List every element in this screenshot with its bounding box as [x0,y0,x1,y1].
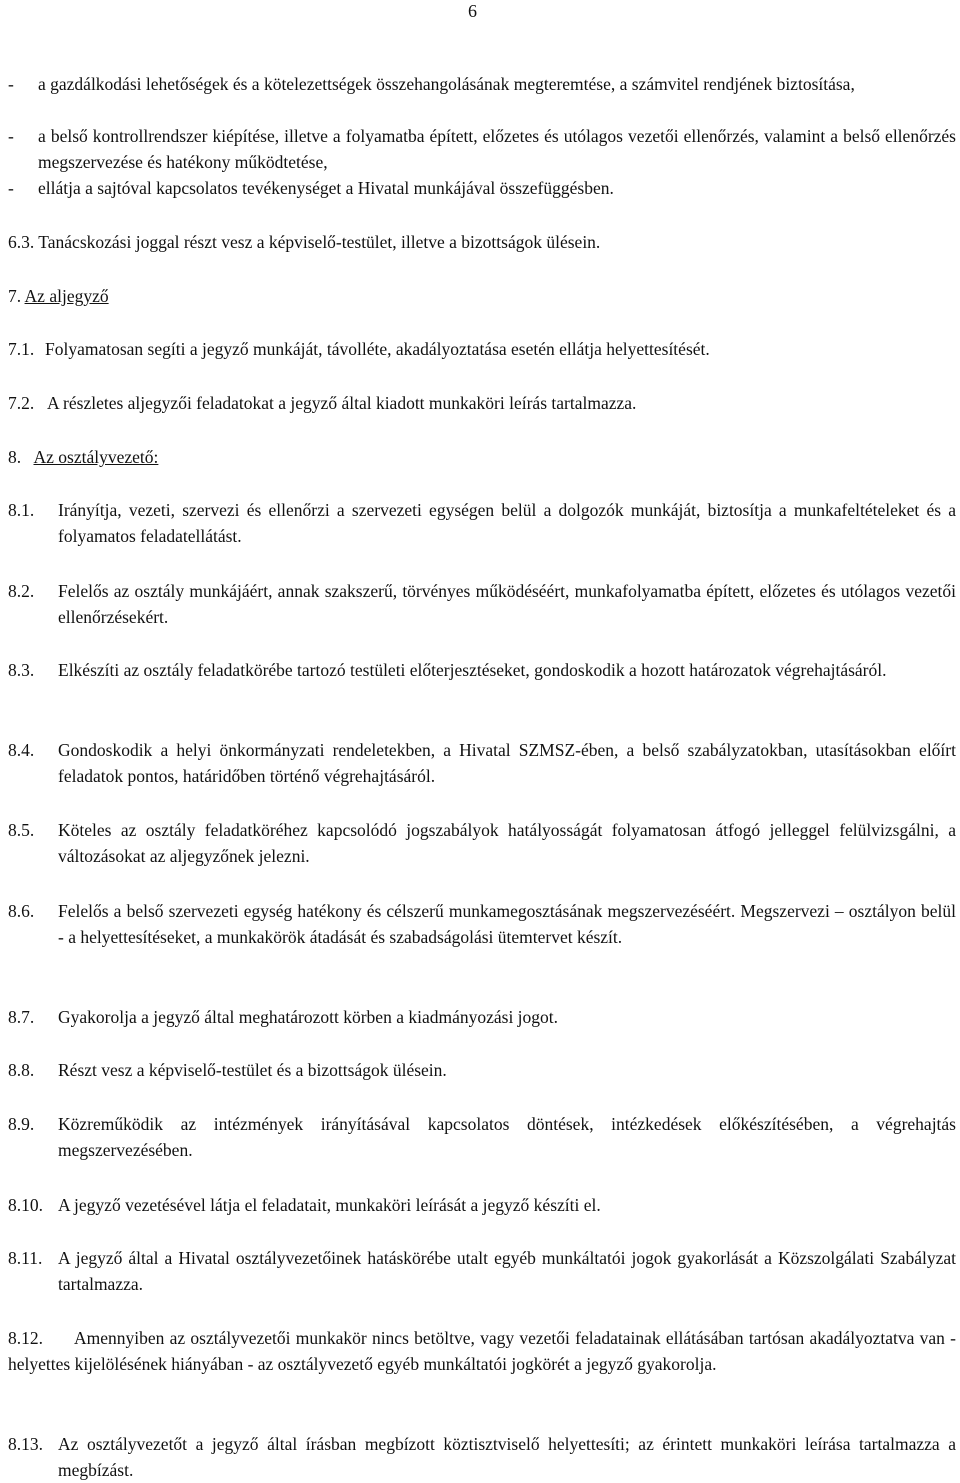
bullet-text: ellátja a sajtóval kapcsolatos tevékenységet a Hivatal munkájával összefüggésben. [38,178,614,198]
item-text: Irányítja, vezeti, szervezi és ellenőrzi a szervezeti egységen belül a dolgozók munkáját, biztosítja a munkafeltételeket és a folyamatos feladatellátást. [58,500,956,546]
item-text: A részletes aljegyzői feladatokat a jegyző által kiadott munkaköri leírás tartalmazza. [47,393,637,413]
item-number: 8.3. [8,660,35,680]
list-item [8,1192,956,1218]
section-7-number: 7. [8,286,22,306]
section-7-heading [8,283,109,309]
list-item [8,737,956,789]
item-text: Amennyiben az osztályvezetői munkakör nincs betöltve, vagy vezetői feladatainak ellátásában tartósan akadályoztatva van - helyettes kijelölésének hiányában - az osztályvezető egyéb munkáltatói jogkörét a jegyző gyakorolja. [8,1328,956,1374]
item-text: A jegyző vezetésével látja el feladatait, munkaköri leírását a jegyző készíti el. [58,1195,601,1215]
item-text: Felelős a belső szervezeti egység hatékony és célszerű munkamegosztásának megszervezéséért. Megszervezi – osztályon belül - a helyettesítéseket, a munkakörök átadását és szabadságolási ütemtervet készít. [58,901,956,947]
item-number: 7.1. [8,339,35,359]
list-item [8,657,956,683]
item-text: Közreműködik az intézmények irányításával kapcsolatos döntések, intézkedések előkészítésében, a végrehajtás megszervezésében. [58,1114,956,1160]
bullet-dash: - [8,126,14,146]
item-text: Elkészíti az osztály feladatkörébe tartozó testületi előterjesztéseket, gondoskodik a hozott határozatok végrehajtásáról. [58,660,887,680]
list-item [8,1245,956,1297]
item-number: 8.11. [8,1248,43,1268]
bullet-text: a belső kontrollrendszer kiépítése, illetve a folyamatba épített, előzetes és utólagos vezetői ellenőrzés, valamint a belső ellenőrzés megszervezése és hatékony működtetése, [38,126,956,172]
item-text: Folyamatosan segíti a jegyző munkáját, távolléte, akadályoztatása esetén ellátja helyettesítését. [45,339,710,359]
section-8-heading [8,444,158,470]
bullet-item [8,71,956,97]
paragraph-6-3: 6.3. Tanácskozási joggal részt vesz a képviselő-testület, illetve a bizottságok ülésein. [8,232,601,252]
list-item [8,1431,956,1483]
item-number: 8.12. [8,1328,43,1348]
list-item [8,336,956,362]
item-number: 8.8. [8,1060,35,1080]
list-item [8,1004,956,1030]
item-number: 8.7. [8,1007,35,1027]
list-item [8,817,956,869]
item-text: Gyakorolja a jegyző által meghatározott körben a kiadmányozási jogot. [58,1007,559,1027]
list-item [8,578,956,630]
item-number: 7.2. [8,393,35,413]
bullet-dash: - [8,74,14,94]
bullet-text: a gazdálkodási lehetőségek és a kötelezettségek összehangolásának megteremtése, a számvitel rendjének biztosítása, [38,74,855,94]
item-text: A jegyző által a Hivatal osztályvezetőinek hatáskörébe utalt egyéb munkáltatói jogok gyakorlását a Közszolgálati Szabályzat tartalmazza. [58,1248,956,1294]
bullet-item [8,123,956,175]
list-item [8,1057,956,1083]
item-number: 8.9. [8,1114,35,1134]
section-8-number: 8. [8,447,22,467]
list-item [8,497,956,549]
section-8-title: Az osztályvezető: [33,447,159,467]
list-item [8,1325,956,1377]
item-number: 8.5. [8,820,35,840]
bullet-dash: - [8,178,14,198]
list-item [8,1111,956,1163]
item-text: Gondoskodik a helyi önkormányzati rendeletekben, a Hivatal SZMSZ-ében, a belső szabályzatokban, utasításokban előírt feladatok pontos, határidőben történő végrehajtásáról. [58,740,956,786]
item-number: 8.10. [8,1195,43,1215]
item-text: Köteles az osztály feladatköréhez kapcsolódó jogszabályok hatályosságát folyamatosan átfogó jelleggel felülvizsgálni, a változásokat az aljegyzőnek jelezni. [58,820,956,866]
item-text: Az osztályvezetőt a jegyző által írásban megbízott köztisztviselő helyettesíti; az érintett munkaköri leírása tartalmazza a megbízást. [58,1434,956,1480]
item-number: 8.4. [8,740,35,760]
item-number: 8.6. [8,901,35,921]
list-item [8,390,956,416]
section-7-title: Az aljegyző [24,286,109,306]
bullet-item [8,175,956,201]
list-item [8,898,956,950]
item-number: 8.13. [8,1434,43,1454]
item-text: Felelős az osztály munkájáért, annak szakszerű, törvényes működéséért, munkafolyamatba épített, előzetes és utólagos vezetői ellenőrzésekért. [58,581,956,627]
page-number: 6 [468,1,477,21]
item-number: 8.2. [8,581,35,601]
item-text: Részt vesz a képviselő-testület és a bizottságok ülésein. [58,1060,447,1080]
item-number: 8.1. [8,500,35,520]
